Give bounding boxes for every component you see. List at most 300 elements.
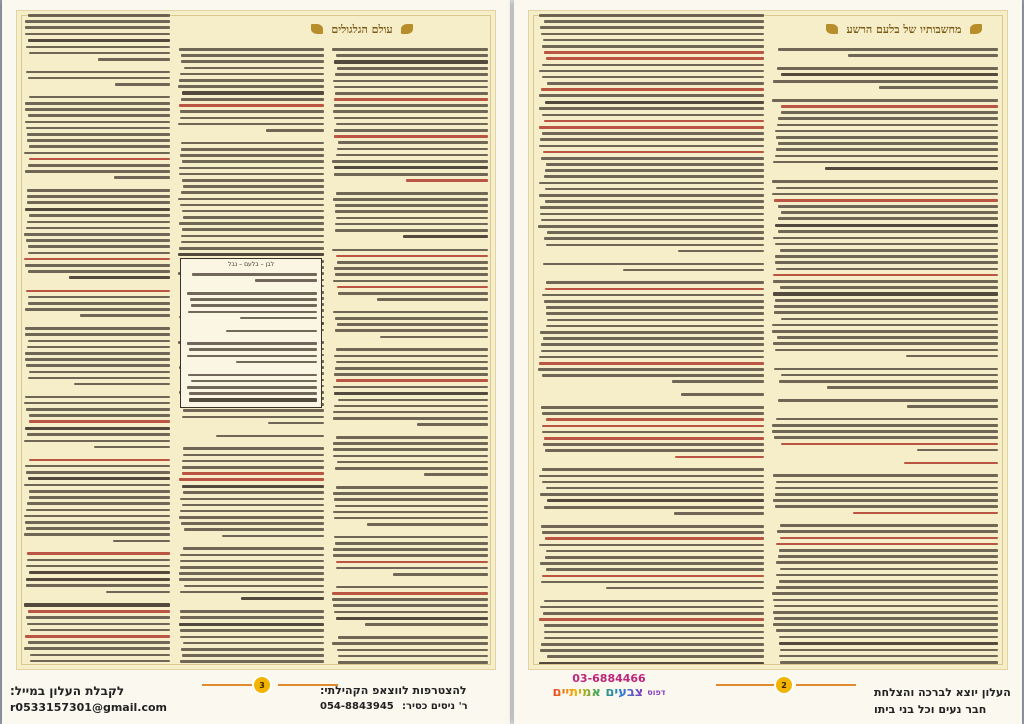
text-line [178,198,324,201]
text-line [25,102,170,105]
text-line [183,642,324,645]
text-line [98,58,170,61]
text-line [187,386,317,389]
text-line [774,617,998,620]
text-line [775,224,998,227]
text-line [545,537,764,540]
text-line [542,468,764,471]
text-line [29,158,170,161]
text-line [545,188,764,191]
text-line [333,80,488,83]
text-line [334,129,488,132]
text-line [182,485,324,488]
ornament-icon [399,22,417,36]
text-line [26,584,170,587]
left-text-column-3 [332,48,488,664]
text-line [216,435,324,438]
text-line [180,117,324,120]
text-line [781,374,998,377]
footer-flourish [796,684,856,686]
text-line [25,170,170,173]
email-address[interactable]: r0533157301@gmail.com [10,701,167,714]
text-line [781,111,998,114]
text-line [27,552,170,555]
text-line [28,477,170,480]
footer-flourish [716,684,776,686]
text-line [772,424,998,427]
boxed-inset [180,258,322,408]
text-line [775,243,998,246]
text-line [541,33,764,36]
text-line [778,555,998,558]
text-line [606,587,764,590]
text-line [335,317,488,320]
text-line [333,386,488,389]
text-line [26,364,170,367]
text-line [337,148,488,151]
text-line [672,380,764,383]
text-line [335,92,488,95]
text-line [544,300,764,303]
text-line [540,138,764,141]
text-line [678,250,764,253]
text-line [333,548,488,551]
text-line [539,182,764,185]
text-line [182,228,324,231]
text-line [332,249,488,252]
text-line [183,547,324,550]
text-line [189,398,317,401]
text-line [337,461,488,464]
text-line [106,591,170,594]
text-line [335,542,488,545]
text-line [774,605,998,608]
text-line [188,311,317,314]
text-line [772,324,998,327]
text-line [333,554,488,557]
text-line [547,82,764,85]
text-line [773,599,998,602]
text-line [30,660,170,663]
text-line [179,623,324,626]
text-line [337,649,488,652]
text-line [188,374,317,377]
text-line [335,273,488,276]
text-line [25,358,170,361]
text-line [336,567,488,570]
text-line [180,610,324,613]
text-line [182,654,324,657]
text-line [26,408,170,411]
text-line [776,148,998,151]
text-line [240,317,317,320]
text-line [904,462,998,465]
text-line [25,108,170,111]
right-text-column-2 [772,48,998,664]
text-line [540,562,764,565]
text-line [28,296,170,299]
text-line [182,416,324,419]
text-line [25,208,170,211]
text-line [335,223,488,226]
text-line [27,221,170,224]
text-line [773,80,998,83]
text-line [542,45,764,48]
text-line [541,406,764,409]
text-line [25,333,170,336]
text-line [539,662,764,664]
text-line [542,132,764,135]
text-line [182,472,324,475]
text-line [25,635,170,638]
text-line [115,83,170,86]
text-line [268,422,324,425]
text-line [772,330,998,333]
text-line [334,536,488,539]
text-line [180,591,325,594]
text-line [181,235,324,238]
text-line [775,487,998,490]
whatsapp-join-label: להצטרפות לווצאפ הקהילתי: [320,684,467,697]
text-line [781,211,998,214]
text-line [777,530,998,533]
text-line [380,336,488,339]
text-line [25,33,170,36]
text-line [539,94,764,97]
text-line [181,54,324,57]
text-line [337,286,488,289]
text-line [226,330,317,333]
text-line [543,263,764,266]
text-line [27,433,170,436]
text-line [546,550,764,553]
text-line [907,405,998,408]
text-line [182,460,324,463]
text-line [773,474,998,477]
text-line [778,117,998,120]
text-line [24,152,170,155]
text-line [334,392,488,395]
text-line [336,561,488,564]
text-line [406,179,488,182]
text-line [777,124,998,127]
text-line [543,151,764,154]
text-line [190,298,317,301]
text-line [338,399,488,402]
text-line [542,294,764,297]
text-line [181,191,325,194]
text-line [29,52,170,55]
text-block [332,48,488,664]
text-line [334,355,488,358]
text-line [28,114,170,117]
text-line [365,623,488,626]
text-line [189,348,317,351]
text-line [546,325,764,328]
text-line [781,318,998,321]
text-line [780,537,998,540]
text-line [187,355,317,358]
left-section-heading [302,18,422,40]
text-line [334,104,488,107]
text-line [538,225,764,228]
text-line [540,206,764,209]
text-line [28,14,170,17]
text-line [180,110,324,113]
footer-flourish [202,684,262,686]
text-line [29,459,170,462]
text-line [780,524,998,527]
text-line [182,210,324,213]
text-line [543,443,764,446]
text-line [27,195,170,198]
contact-name: ר' ניסים כסיר: [402,701,468,712]
text-line [24,440,170,443]
text-line [182,179,325,182]
text-line [26,46,170,49]
text-line [25,308,170,311]
text-line [781,73,998,76]
text-line [546,57,764,60]
text-line [25,327,170,330]
text-line [541,525,764,528]
text-line [780,286,998,289]
text-line [181,142,324,145]
text-line [182,466,324,469]
text-line [333,198,488,201]
text-line [335,210,488,213]
text-line [333,448,488,451]
text-line [334,86,488,89]
text-line [334,98,488,101]
right-page [514,0,1022,724]
text-line [777,67,998,70]
text-line [778,205,998,208]
page-number-badge: 3 [254,677,270,693]
text-line [544,437,764,440]
text-line [541,157,764,160]
text-line [334,405,488,408]
text-line [539,194,764,197]
text-line [545,200,764,203]
text-line [24,484,170,487]
text-line [542,76,764,79]
text-line [544,506,764,509]
email-label: לקבלת העלון במייל: [10,684,125,698]
text-line [542,531,764,534]
text-line [393,573,488,576]
text-line [546,487,764,490]
text-line [547,499,764,502]
text-line [776,418,998,421]
text-line [779,655,999,658]
text-line [547,319,764,322]
text-line [778,399,998,402]
text-line [774,436,999,439]
text-line [181,98,324,101]
text-line [335,204,488,207]
contact-phone[interactable]: 054-8843945 [320,701,394,712]
text-line [544,20,764,23]
text-line [184,528,324,531]
text-line [183,409,324,412]
text-line [29,214,170,217]
text-line [179,79,324,82]
text-line [27,189,170,192]
text-line [545,556,764,559]
text-line [28,39,170,42]
text-line [775,493,998,496]
text-line [113,540,170,543]
text-line [182,504,324,507]
text-line [772,592,998,595]
text-line [775,130,998,133]
text-line [675,456,764,459]
text-line [540,606,764,609]
text-line [24,515,170,518]
text-line [336,436,488,439]
text-line [187,292,317,295]
text-line [774,311,998,314]
text-line [74,383,170,386]
text-line [776,481,998,484]
text-line [779,380,998,383]
text-line [183,491,324,494]
text-line [542,412,764,415]
left-text-column-1 [24,14,170,664]
right-heading-text: מחשבותיו של בלעם הרשע [846,22,962,36]
text-line [543,39,764,42]
ornament-icon [307,22,325,36]
text-line [336,123,488,126]
text-line [542,481,764,484]
text-line [539,362,764,365]
text-line [547,655,764,658]
text-line [336,217,488,220]
text-line [772,430,998,433]
text-line [28,377,170,380]
text-line [773,611,998,614]
text-block [538,14,764,664]
text-line [187,342,317,345]
text-line [332,592,488,595]
ad-phone: 03-6884466 [572,672,646,685]
text-line [544,237,764,240]
text-line [539,107,764,110]
text-line [336,361,488,364]
text-line [778,230,998,233]
right-text-column-1 [538,14,764,664]
text-line [541,219,764,222]
text-line [28,164,170,167]
text-line [336,348,488,351]
text-line [179,578,324,581]
text-line [779,549,998,552]
text-line [80,314,170,317]
text-line [29,145,170,148]
text-line [24,647,170,650]
text-line [778,48,998,51]
text-line [178,123,324,126]
text-line [827,386,998,389]
text-line [776,574,998,577]
text-line [266,129,324,132]
text-line [335,329,488,332]
text-line [179,247,324,250]
text-line [183,185,324,188]
text-line [181,241,324,244]
text-line [338,292,488,295]
text-line [539,475,764,478]
text-line [184,67,324,70]
text-line [180,154,324,157]
text-line [25,264,170,267]
text-line [539,618,764,621]
text-line [332,48,488,51]
text-line [539,14,764,17]
text-line [774,368,998,371]
text-line [777,336,998,339]
ad-brand-small: דפוס [647,688,666,697]
text-line [775,155,998,158]
text-block [24,14,170,664]
text-line [544,637,764,640]
page-number-badge: 2 [776,677,792,693]
text-line [335,467,488,470]
text-line [29,490,170,493]
text-line [917,449,998,452]
text-line [332,598,488,601]
text-line [335,229,488,232]
text-line [27,346,170,349]
text-line [27,139,170,142]
text-line [538,368,764,371]
text-line [27,201,170,204]
text-line [780,649,998,652]
text-line [547,231,764,234]
text-line [332,642,488,645]
text-line [540,493,764,496]
text-line [336,255,488,258]
text-line [546,306,764,309]
text-line [335,73,488,76]
text-line [179,222,324,225]
text-line [539,145,764,148]
text-line [180,616,324,619]
text-line [779,636,998,639]
text-line [179,173,324,176]
text-line [377,298,488,301]
text-line [541,643,764,646]
text-line [334,166,488,169]
text-line [24,402,170,405]
text-line [848,54,998,57]
text-line [780,249,998,252]
text-line [191,380,317,383]
text-line [542,64,764,67]
text-line [94,446,170,449]
text-line [29,96,170,99]
text-line [179,167,324,170]
text-line [541,350,764,353]
text-line [181,60,324,63]
text-line [773,292,998,295]
text-line [336,586,488,589]
text-line [192,273,317,276]
text-line [674,512,764,515]
text-line [181,648,324,651]
text-line [26,527,170,530]
